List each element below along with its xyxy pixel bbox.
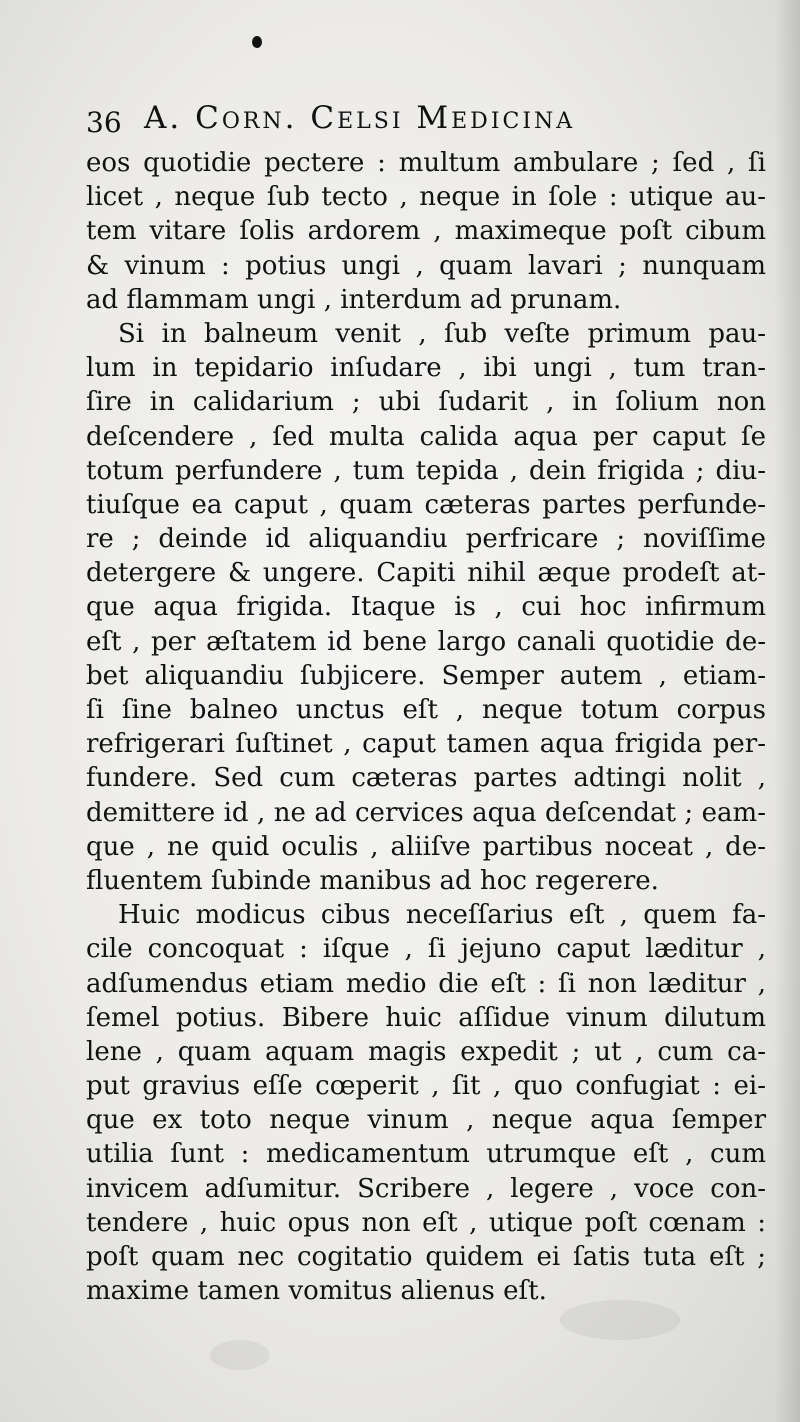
text-line: detergere & ungere. Capiti nihil æque prodeſt at- [86, 558, 766, 589]
paragraph [86, 317, 766, 898]
text-line: adſumendus etiam medio die eſt : ſi non læditur , [86, 968, 766, 999]
text-line: eos quotidie pectere : multum ambulare ; ſed , ſi [86, 148, 766, 178]
text-line: que , ne quid oculis , aliiſve partibus noceat , de- [86, 831, 766, 862]
text-line: licet , neque ſub tecto , neque in ſole : utique au- [86, 182, 766, 213]
body-text [86, 146, 766, 1308]
page-header [86, 100, 766, 140]
text-line: Si in balneum venit , ſub veſte primum pau- [118, 318, 766, 349]
text-line: maxime tamen vomitus alienus eſt. [86, 1276, 547, 1307]
text-line: bet aliquandiu ſubjicere. Semper autem , etiam- [86, 660, 766, 691]
text-line: totum perfundere , tum tepida , dein frigida ; diu- [86, 455, 766, 486]
text-line: cile concoquat : iſque , ſi jejuno caput læditur , [86, 934, 766, 965]
text-line: eſt , per æſtatem id bene largo canali quotidie de- [86, 626, 766, 657]
running-title: A. Corn. Celsi Medicina [144, 100, 576, 136]
text-line: que aqua frigida. Itaque is , cui hoc infirmum [86, 592, 766, 623]
text-line: fundere. Sed cum cæteras partes adtingi nolit , [86, 763, 766, 794]
text-line: ſire in calidarium ; ubi ſudarit , in ſolium non [86, 387, 766, 418]
paragraph [86, 146, 766, 317]
text-line: & vinum : potius ungi , quam lavari ; nunquam [86, 250, 766, 281]
paper-stain [210, 1340, 270, 1370]
text-line: refrigerari ſuſtinet , caput tamen aqua frigida per- [86, 729, 766, 760]
text-line: ſemel potius. Bibere huic aſſidue vinum dilutum [86, 1002, 766, 1033]
text-line: lene , quam aquam magis expedit ; ut , cum ca- [86, 1036, 766, 1067]
text-line: demittere id , ne ad cervices aqua deſcendat ; eam- [86, 797, 766, 828]
text-line: re ; deinde id aliquandiu perfricare ; noviſſime [86, 524, 766, 555]
text-line: tem vitare ſolis ardorem , maximeque poſt cibum [86, 216, 766, 247]
text-line: put gravius eſſe cœperit , ſit , quo confugiat : ei- [86, 1071, 766, 1102]
text-line: lum in tepidario inſudare , ibi ungi , tum tran- [86, 353, 766, 384]
text-line: que ex toto neque vinum , neque aqua ſemper [86, 1105, 766, 1136]
text-line: utilia ſunt : medicamentum utrumque eſt , cum [86, 1139, 766, 1170]
page-edge-shadow [774, 0, 800, 1422]
text-line: tendere , huic opus non eſt , utique poſt cœnam : [86, 1207, 766, 1238]
paragraph [86, 898, 766, 1308]
text-line: poſt quam nec cogitatio quidem ei ſatis tuta eſt ; [86, 1242, 766, 1272]
text-line: ſi ſine balneo unctus eſt , neque totum corpus [86, 695, 766, 725]
text-line: fluentem ſubinde manibus ad hoc regerere. [86, 865, 659, 896]
page-number: 36 [86, 106, 122, 139]
text-line: deſcendere , ſed multa calida aqua per caput ſe [86, 421, 766, 452]
printer-mark [252, 36, 262, 48]
text-line: Huic modicus cibus neceſſarius eſt , quem fa- [118, 900, 766, 931]
text-line: invicem adſumitur. Scribere , legere , voce con- [86, 1173, 766, 1204]
text-line: tiuſque ea caput , quam cæteras partes perfunde- [86, 489, 766, 520]
text-line: ad flammam ungi , interdum ad prunam. [86, 284, 622, 315]
